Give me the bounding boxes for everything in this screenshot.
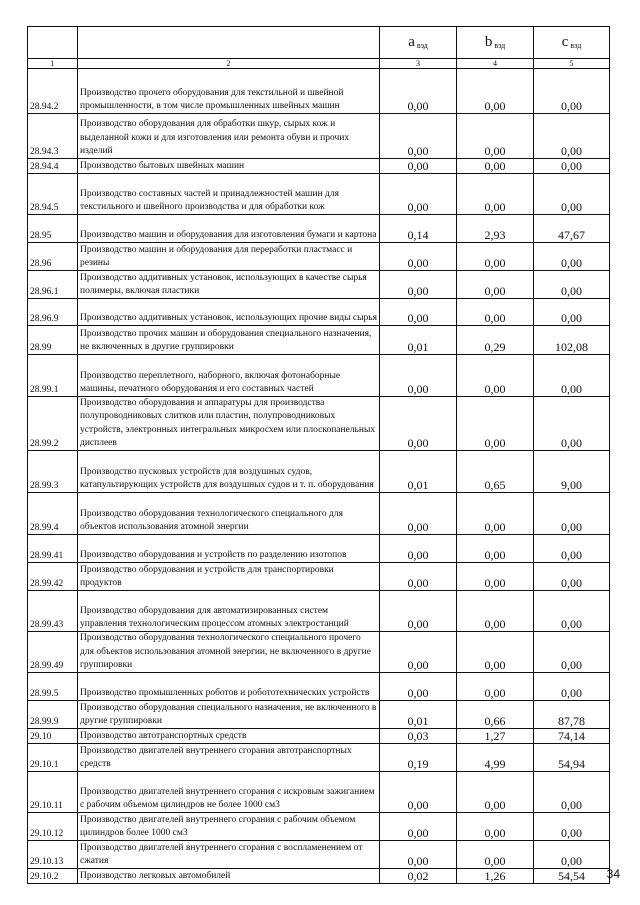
row-code: 29.10 bbox=[28, 729, 78, 744]
row-code: 28.99.4 bbox=[28, 493, 78, 535]
row-name: Производство оборудования и аппаратуры для производства полупроводниковых слитков или пластин, полупроводниковых устройств, электронных интегральных микросхем или плоскопанельных дисплеев bbox=[78, 397, 380, 451]
row-value-c: 0,00 bbox=[534, 493, 610, 535]
table-row bbox=[28, 744, 610, 772]
row-value-c: 9,00 bbox=[534, 451, 610, 493]
row-value-a: 0,00 bbox=[380, 69, 457, 114]
row-name: Производство прочих машин и оборудования специального назначения, не включенных в другие группировки bbox=[78, 326, 380, 355]
table-row bbox=[28, 772, 610, 813]
row-value-c: 0,00 bbox=[534, 69, 610, 114]
row-value-b: 0,00 bbox=[457, 243, 534, 271]
header-b-symbol: b bbox=[484, 34, 493, 50]
table-row bbox=[28, 355, 610, 397]
table-row bbox=[28, 493, 610, 535]
row-value-a: 0,00 bbox=[380, 591, 457, 632]
row-code: 28.99.2 bbox=[28, 397, 78, 451]
table-row bbox=[28, 271, 610, 299]
row-value-a: 0,00 bbox=[380, 397, 457, 451]
row-value-b: 0,00 bbox=[457, 591, 534, 632]
table-row bbox=[28, 701, 610, 729]
row-value-c: 0,00 bbox=[534, 355, 610, 397]
row-value-a: 0,00 bbox=[380, 563, 457, 591]
row-value-b: 0,29 bbox=[457, 326, 534, 355]
row-value-a: 0,00 bbox=[380, 772, 457, 813]
row-name: Производство оборудования для обработки шкур, сырых кож и выделанной кожи и для изготовления или ремонта обуви и прочих изделий bbox=[78, 114, 380, 159]
row-value-c: 0,00 bbox=[534, 841, 610, 869]
row-value-a: 0,00 bbox=[380, 271, 457, 299]
row-name: Производство прочего оборудования для текстильной и швейной промышленности, в том числе промышленных швейных машин bbox=[78, 69, 380, 114]
row-value-b: 0,00 bbox=[457, 174, 534, 215]
row-code: 28.94.3 bbox=[28, 114, 78, 159]
row-value-c: 0,00 bbox=[534, 114, 610, 159]
row-value-b: 0,00 bbox=[457, 271, 534, 299]
row-value-b: 0,00 bbox=[457, 813, 534, 841]
row-value-b: 0,00 bbox=[457, 355, 534, 397]
row-value-a: 0,00 bbox=[380, 632, 457, 673]
row-code: 29.10.11 bbox=[28, 772, 78, 813]
row-value-a: 0,00 bbox=[380, 114, 457, 159]
row-code: 29.10.12 bbox=[28, 813, 78, 841]
row-name: Производство машин и оборудования для изготовления бумаги и картона bbox=[78, 215, 380, 243]
header-a bbox=[380, 27, 457, 59]
row-name: Производство машин и оборудования для переработки пластмасс и резины bbox=[78, 243, 380, 271]
row-name: Производство бытовых швейных машин bbox=[78, 159, 380, 174]
header-b bbox=[457, 27, 534, 59]
row-value-b: 0,00 bbox=[457, 159, 534, 174]
row-name: Производство промышленных роботов и робототехнических устройств bbox=[78, 673, 380, 701]
column-number: 2 bbox=[78, 59, 380, 69]
row-code: 28.99.9 bbox=[28, 701, 78, 729]
row-value-a: 0,19 bbox=[380, 744, 457, 772]
table-row bbox=[28, 563, 610, 591]
row-value-b: 0,00 bbox=[457, 397, 534, 451]
table-row bbox=[28, 632, 610, 673]
row-value-c: 87,78 bbox=[534, 701, 610, 729]
row-code: 29.10.1 bbox=[28, 744, 78, 772]
table-row bbox=[28, 215, 610, 243]
row-value-b: 2,93 bbox=[457, 215, 534, 243]
table-row bbox=[28, 114, 610, 159]
row-name: Производство оборудования для автоматизированных систем управления технологическим процессом атомных электростанций bbox=[78, 591, 380, 632]
row-name: Производство автотранспортных средств bbox=[78, 729, 380, 744]
row-name: Производство переплетного, наборного, включая фотонаборные машины, печатного оборудования и его составных частей bbox=[78, 355, 380, 397]
table-row bbox=[28, 729, 610, 744]
row-value-a: 0,00 bbox=[380, 355, 457, 397]
header-a-symbol: a bbox=[408, 34, 415, 50]
indicator-table bbox=[27, 26, 610, 884]
table-body bbox=[28, 69, 610, 884]
row-value-b: 4,99 bbox=[457, 744, 534, 772]
row-value-c: 0,00 bbox=[534, 243, 610, 271]
table-row bbox=[28, 243, 610, 271]
header-code bbox=[28, 27, 78, 59]
table-row bbox=[28, 451, 610, 493]
row-value-c: 0,00 bbox=[534, 299, 610, 326]
row-value-c: 0,00 bbox=[534, 535, 610, 563]
row-value-b: 0,00 bbox=[457, 841, 534, 869]
row-value-a: 0,01 bbox=[380, 701, 457, 729]
row-code: 28.99.43 bbox=[28, 591, 78, 632]
table-row bbox=[28, 813, 610, 841]
table-row bbox=[28, 299, 610, 326]
row-code: 28.99.41 bbox=[28, 535, 78, 563]
row-value-b: 1,26 bbox=[457, 869, 534, 884]
row-value-c: 0,00 bbox=[534, 174, 610, 215]
row-name: Производство двигателей внутреннего сгорания автотранспортных средств bbox=[78, 744, 380, 772]
row-value-b: 1,27 bbox=[457, 729, 534, 744]
row-code: 28.99.1 bbox=[28, 355, 78, 397]
row-value-b: 0,00 bbox=[457, 535, 534, 563]
row-value-a: 0,02 bbox=[380, 869, 457, 884]
header-name bbox=[78, 27, 380, 59]
row-value-a: 0,03 bbox=[380, 729, 457, 744]
row-name: Производство двигателей внутреннего сгорания с искровым зажиганием с рабочим объемом цилиндров не более 1000 см3 bbox=[78, 772, 380, 813]
row-code: 28.94.4 bbox=[28, 159, 78, 174]
column-number: 1 bbox=[28, 59, 78, 69]
table-row bbox=[28, 869, 610, 884]
row-name: Производство оборудования технологического специального прочего для объектов использования атомной энергии, не включенного в другие группировки bbox=[78, 632, 380, 673]
row-value-c: 54,94 bbox=[534, 744, 610, 772]
row-value-b: 0,00 bbox=[457, 299, 534, 326]
row-name: Производство оборудования специального назначения, не включенного в другие группировки bbox=[78, 701, 380, 729]
header-b-subscript: вэд bbox=[494, 41, 506, 50]
row-value-b: 0,65 bbox=[457, 451, 534, 493]
table-row bbox=[28, 591, 610, 632]
table-row bbox=[28, 397, 610, 451]
row-value-a: 0,01 bbox=[380, 451, 457, 493]
row-code: 28.95 bbox=[28, 215, 78, 243]
row-name: Производство оборудования и устройств для транспортировки продуктов bbox=[78, 563, 380, 591]
row-value-b: 0,00 bbox=[457, 563, 534, 591]
row-value-c: 102,08 bbox=[534, 326, 610, 355]
row-value-a: 0,01 bbox=[380, 326, 457, 355]
table-row bbox=[28, 69, 610, 114]
row-value-c: 0,00 bbox=[534, 813, 610, 841]
row-code: 28.99.5 bbox=[28, 673, 78, 701]
table-row bbox=[28, 326, 610, 355]
row-code: 28.99.42 bbox=[28, 563, 78, 591]
row-value-c: 0,00 bbox=[534, 632, 610, 673]
row-value-b: 0,00 bbox=[457, 673, 534, 701]
header-c-subscript: вэд bbox=[570, 41, 582, 50]
row-name: Производство составных частей и принадлежностей машин для текстильного и швейного производства и для обработки кож bbox=[78, 174, 380, 215]
row-value-b: 0,00 bbox=[457, 632, 534, 673]
column-number: 5 bbox=[534, 59, 610, 69]
row-code: 28.99 bbox=[28, 326, 78, 355]
row-code: 28.96.1 bbox=[28, 271, 78, 299]
row-value-c: 0,00 bbox=[534, 159, 610, 174]
row-value-b: 0,00 bbox=[457, 69, 534, 114]
row-name: Производство пусковых устройств для воздушных судов, катапультирующих устройств для воздушных судов и т. п. оборудования bbox=[78, 451, 380, 493]
row-name: Производство аддитивных установок, использующих в качестве сырья полимеры, включая пластики bbox=[78, 271, 380, 299]
row-value-b: 0,00 bbox=[457, 114, 534, 159]
row-value-a: 0,00 bbox=[380, 493, 457, 535]
table-row bbox=[28, 841, 610, 869]
row-code: 29.10.13 bbox=[28, 841, 78, 869]
header-c bbox=[534, 27, 610, 59]
row-value-c: 74,14 bbox=[534, 729, 610, 744]
column-number-row bbox=[28, 59, 610, 69]
row-value-a: 0,00 bbox=[380, 243, 457, 271]
row-value-c: 0,00 bbox=[534, 772, 610, 813]
row-name: Производство двигателей внутреннего сгорания с рабочим объемом цилиндров более 1000 см3 bbox=[78, 813, 380, 841]
row-code: 28.99.3 bbox=[28, 451, 78, 493]
row-value-a: 0,00 bbox=[380, 299, 457, 326]
row-name: Производство аддитивных установок, использующих прочие виды сырья bbox=[78, 299, 380, 326]
page-number: 34 bbox=[606, 867, 620, 881]
row-value-a: 0,00 bbox=[380, 535, 457, 563]
row-value-b: 0,00 bbox=[457, 772, 534, 813]
row-value-c: 0,00 bbox=[534, 563, 610, 591]
column-number: 3 bbox=[380, 59, 457, 69]
row-value-c: 0,00 bbox=[534, 397, 610, 451]
row-name: Производство оборудования технологического специального для объектов использования атомной энергии bbox=[78, 493, 380, 535]
row-value-a: 0,00 bbox=[380, 673, 457, 701]
row-value-a: 0,14 bbox=[380, 215, 457, 243]
row-value-b: 0,66 bbox=[457, 701, 534, 729]
row-value-a: 0,00 bbox=[380, 813, 457, 841]
row-value-c: 0,00 bbox=[534, 271, 610, 299]
table-row bbox=[28, 174, 610, 215]
row-value-c: 47,67 bbox=[534, 215, 610, 243]
header-c-symbol: c bbox=[561, 34, 569, 50]
table-row bbox=[28, 673, 610, 701]
column-number: 4 bbox=[457, 59, 534, 69]
row-code: 29.10.2 bbox=[28, 869, 78, 884]
row-code: 28.96 bbox=[28, 243, 78, 271]
row-value-a: 0,00 bbox=[380, 841, 457, 869]
header-row bbox=[28, 27, 610, 59]
row-name: Производство оборудования и устройств по разделению изотопов bbox=[78, 535, 380, 563]
table-row bbox=[28, 535, 610, 563]
row-code: 28.96.9 bbox=[28, 299, 78, 326]
row-code: 28.94.5 bbox=[28, 174, 78, 215]
row-name: Производство легковых автомобилей bbox=[78, 869, 380, 884]
row-code: 28.99.49 bbox=[28, 632, 78, 673]
row-value-c: 0,00 bbox=[534, 591, 610, 632]
row-value-c: 54,54 bbox=[534, 869, 610, 884]
header-a-subscript: вэд bbox=[416, 41, 428, 50]
row-name: Производство двигателей внутреннего сгорания с воспламенением от сжатия bbox=[78, 841, 380, 869]
table-row bbox=[28, 159, 610, 174]
row-value-a: 0,00 bbox=[380, 174, 457, 215]
row-value-b: 0,00 bbox=[457, 493, 534, 535]
row-value-c: 0,00 bbox=[534, 673, 610, 701]
row-code: 28.94.2 bbox=[28, 69, 78, 114]
row-value-a: 0,00 bbox=[380, 159, 457, 174]
